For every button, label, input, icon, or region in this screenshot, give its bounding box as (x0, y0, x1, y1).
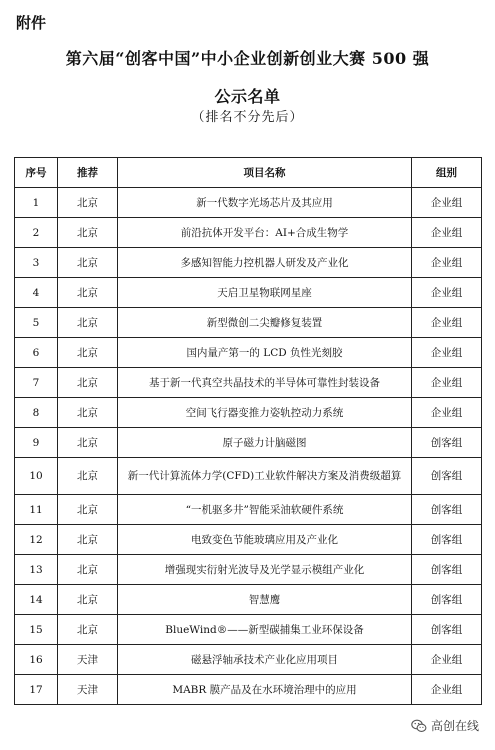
table-row (15, 555, 482, 585)
cell-region: 北京 (58, 188, 118, 218)
cell-group: 创客组 (412, 428, 482, 458)
cell-region: 北京 (58, 398, 118, 428)
cell-group: 企业组 (412, 338, 482, 368)
cell-region: 北京 (58, 218, 118, 248)
table-row (15, 398, 482, 428)
cell-group: 企业组 (412, 368, 482, 398)
cell-region: 北京 (58, 428, 118, 458)
cell-project: “一机驱多井”智能采油软硬件系统 (118, 495, 412, 525)
cell-no: 15 (15, 615, 58, 645)
table-row (15, 615, 482, 645)
cell-project: 新型微创二尖瓣修复装置 (118, 308, 412, 338)
cell-region: 天津 (58, 645, 118, 675)
cell-no: 3 (15, 248, 58, 278)
cell-group: 企业组 (412, 218, 482, 248)
cell-project: MABR 膜产品及在水环境治理中的应用 (118, 675, 412, 705)
header-region: 推荐 (58, 158, 118, 188)
cell-no: 14 (15, 585, 58, 615)
cell-project: 原子磁力计脑磁图 (118, 428, 412, 458)
cell-group: 企业组 (412, 248, 482, 278)
cell-group: 企业组 (412, 645, 482, 675)
table-row (15, 338, 482, 368)
ranking-note: （排名不分先后） (191, 110, 304, 125)
table-row (15, 495, 482, 525)
header-group: 组别 (412, 158, 482, 188)
cell-group: 企业组 (412, 398, 482, 428)
cell-region: 北京 (58, 585, 118, 615)
cell-region: 北京 (58, 368, 118, 398)
document-subtitle-heading: 公示名单 (214, 87, 281, 106)
cell-project: 前沿抗体开发平台：AI+合成生物学 (118, 218, 412, 248)
watermark (411, 717, 479, 734)
document-title: 第六届“创客中国”中小企业创新创业大赛 500 强 (65, 49, 430, 68)
table-row (15, 308, 482, 338)
table-row (15, 368, 482, 398)
cell-region: 北京 (58, 278, 118, 308)
cell-no: 10 (15, 458, 58, 495)
cell-no: 5 (15, 308, 58, 338)
cell-region: 北京 (58, 525, 118, 555)
cell-region: 北京 (58, 615, 118, 645)
cell-region: 北京 (58, 308, 118, 338)
cell-no: 1 (15, 188, 58, 218)
cell-no: 12 (15, 525, 58, 555)
cell-project: 国内量产第一的 LCD 负性光刻胶 (118, 338, 412, 368)
table-row (15, 585, 482, 615)
cell-project: 新一代数字光场芯片及其应用 (118, 188, 412, 218)
table-row (15, 525, 482, 555)
cell-project: 增强现实衍射光波导及光学显示模组产业化 (118, 555, 412, 585)
table-row (15, 278, 482, 308)
cell-project: 磁悬浮轴承技术产业化应用项目 (118, 645, 412, 675)
table-row (15, 218, 482, 248)
cell-group: 企业组 (412, 308, 482, 338)
cell-no: 13 (15, 555, 58, 585)
header-no: 序号 (15, 158, 58, 188)
cell-project: 天启卫星物联网星座 (118, 278, 412, 308)
cell-group: 创客组 (412, 495, 482, 525)
cell-region: 北京 (58, 248, 118, 278)
cell-region: 北京 (58, 338, 118, 368)
cell-project: 电致变色节能玻璃应用及产业化 (118, 525, 412, 555)
cell-group: 创客组 (412, 525, 482, 555)
cell-group: 企业组 (412, 675, 482, 705)
cell-project: BlueWind®——新型碳捕集工业环保设备 (118, 615, 412, 645)
cell-no: 11 (15, 495, 58, 525)
cell-no: 16 (15, 645, 58, 675)
table-row (15, 645, 482, 675)
cell-group: 创客组 (412, 585, 482, 615)
cell-group: 企业组 (412, 188, 482, 218)
cell-no: 9 (15, 428, 58, 458)
wechat-icon (411, 719, 427, 733)
winners-table (14, 157, 482, 705)
cell-project: 多感知智能力控机器人研发及产业化 (118, 248, 412, 278)
cell-no: 4 (15, 278, 58, 308)
cell-no: 2 (15, 218, 58, 248)
cell-no: 6 (15, 338, 58, 368)
watermark-text: 高创在线 (430, 719, 479, 733)
header-project: 项目名称 (118, 158, 412, 188)
cell-region: 北京 (58, 458, 118, 495)
table-row (15, 675, 482, 705)
cell-group: 企业组 (412, 278, 482, 308)
cell-no: 7 (15, 368, 58, 398)
cell-project: 新一代计算流体力学(CFD)工业软件解决方案及消费级超算 (118, 458, 412, 495)
cell-region: 北京 (58, 555, 118, 585)
table-row (15, 428, 482, 458)
cell-no: 8 (15, 398, 58, 428)
table-row (15, 248, 482, 278)
cell-group: 创客组 (412, 555, 482, 585)
table-row (15, 458, 482, 495)
cell-group: 创客组 (412, 458, 482, 495)
attachment-label: 附件 (16, 14, 47, 32)
cell-project: 空间飞行器变推力姿轨控动力系统 (118, 398, 412, 428)
cell-region: 北京 (58, 495, 118, 525)
cell-no: 17 (15, 675, 58, 705)
table-row (15, 188, 482, 218)
table-body (15, 188, 482, 705)
cell-region: 天津 (58, 675, 118, 705)
cell-group: 创客组 (412, 615, 482, 645)
cell-project: 智慧鹰 (118, 585, 412, 615)
cell-project: 基于新一代真空共晶技术的半导体可靠性封装设备 (118, 368, 412, 398)
table-header-row (15, 158, 482, 188)
